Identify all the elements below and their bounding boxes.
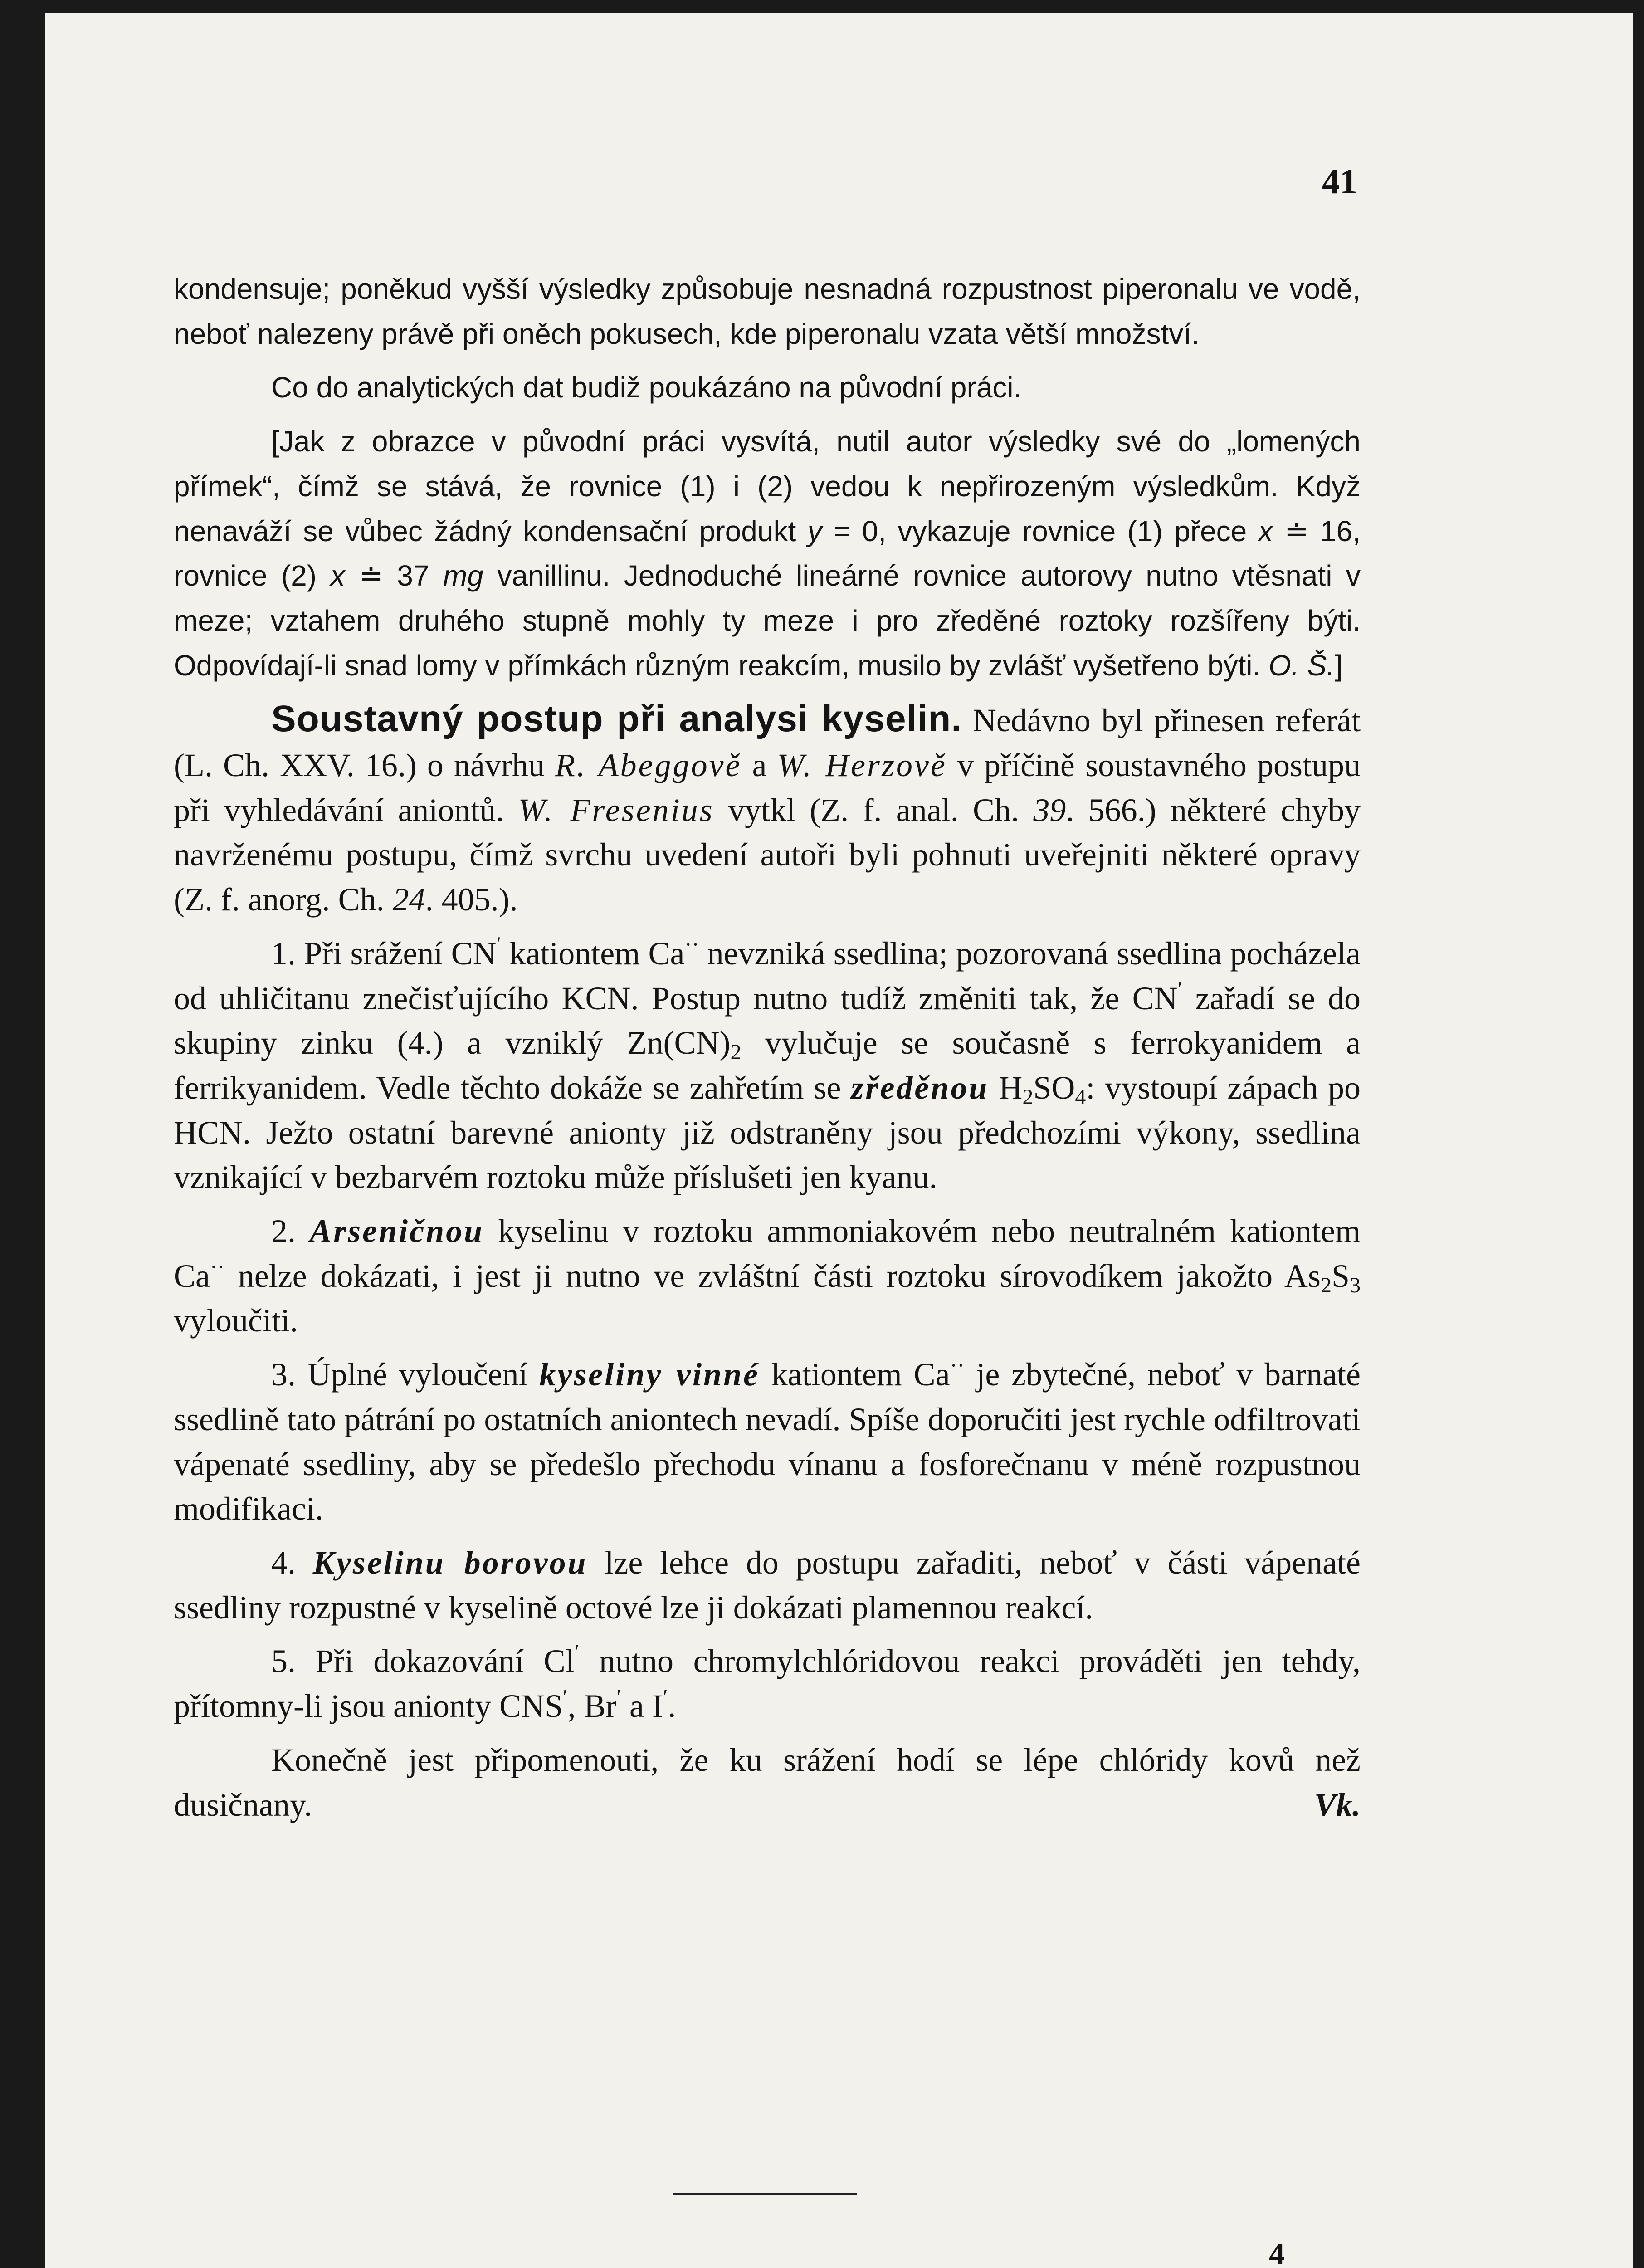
page: [45, 13, 1633, 2268]
paragraph-section-intro: Soustavný postup při analysi kyselin. Nedávno byl přinesen referát (L. Ch. XXV. 16.) o návrhu R. Abeggově a W. Herzově v příčině soustavného postupu při vyhledávání aniontů. W. Fresenius vytkl (Z. f. anal. Ch. 39. 566.) některé chyby navrženému postupu, čímž svrchu uvedení autoři byli pohnuti uveřejniti některé opravy (Z. f. anorg. Ch. 24. 405.).: [174, 698, 1361, 918]
author-name: R. Abeggově: [555, 747, 742, 784]
signature: Vk.: [1314, 1786, 1361, 1823]
signature-number: 4: [1269, 2237, 1285, 2268]
paragraph-2: Co do analytických dat budiž poukázáno na původní práci.: [271, 371, 1022, 404]
section-divider: [673, 2193, 857, 2195]
section-heading: Soustavný postup při analysi kyselin.: [271, 698, 962, 740]
editor-initials: O. Š.: [1268, 649, 1335, 682]
paragraph-editorial-note: [Jak z obrazce v původní práci vysvítá, nutil autor výsledky své do „lomených přímek“, čímž se stává, že rovnice (1) i (2) vedou k nepřirozeným výsledkům. Když nenaváží se vůbec žádný kondensační produkt y = 0, vykazuje rovnice (1) přece x ≐ 16, rovnice (2) x ≐ 37 mg vanillinu. Jednoduché lineárné rovnice autorovy nutno vtěsnati v meze; vztahem druhého stupně mohly ty meze i pro zředěné roztoky rozšířeny býti. Odpovídají-li snad lomy v přímkách různým reakcím, musilo by zvlášť vyšetřeno býti. O. Š.]: [174, 425, 1361, 682]
author-name: W. Herzově: [777, 747, 947, 784]
author-name: W. Fresenius: [518, 792, 714, 828]
paragraph-item-5: 5. Při dokazování Cl′ nutno chromylchlóridovou reakci prováděti jen tehdy, přítomny-li jsou anionty CNS′, Br′ a I′.: [174, 1640, 1361, 1725]
paragraph-conclusion: Konečně jest připomenouti, že ku srážení hodí se lépe chlóridy kovů než dusičnany. Vk.: [174, 1738, 1361, 1827]
paragraph-item-4: 4. Kyselinu borovou lze lehce do postupu zařaditi, neboť v části vápenaté ssedliny rozpustné v kyselině octové lze ji dokázati plamennou reakcí.: [174, 1544, 1361, 1626]
paragraph-item-2: 2. Arseničnou kyselinu v roztoku ammoniakovém nebo neutralném kationtem Ca·· nelze dokázati, i jest ji nutno ve zvláštní části roztoku sírovodíkem jakožto $As_2S_3$ vyloučiti.: [174, 1213, 1361, 1339]
paragraph-1: kondensuje; poněkud vyšší výsledky způsobuje nesnadná rozpustnost piperonalu ve vodě, neboť nalezeny právě při oněch pokusech, kde piperonalu vzata větší množství.: [174, 273, 1361, 350]
body-text: [174, 267, 1361, 1836]
paragraph-item-3: 3. Úplné vyloučení kyseliny vinné kationtem Ca·· je zbytečné, neboť v barnaté ssedlině tato pátrání po ostatních aniontech nevadí. Spíše doporučiti jest rychle odfiltrovati vápenaté ssedliny, aby se předešlo přechodu vínanu a fosforečnanu v méně rozpustnou modifikaci.: [174, 1354, 1361, 1527]
paragraph-item-1: 1. Při srážení CN′ kationtem Ca·· nevzniká ssedlina; pozorovaná ssedlina pocházela od uhličitanu znečisťujícího KCN. Postup nutno tudíž změniti tak, že CN′ zařadí se do skupiny zinku (4.) a vzniklý $Zn(CN)_2$ vylučuje se současně s ferrokyanidem a ferrikyanidem. Vedle těchto dokáže se zahřetím se zředěnou $H_2SO_4$: vystoupí zápach po HCN. Ježto ostatní barevné anionty již odstraněny jsou předchozími výkony, ssedlina vznikající v bezbarvém roztoku může příslušeti jen kyanu.: [174, 932, 1361, 1196]
page-number: 41: [1322, 161, 1357, 201]
